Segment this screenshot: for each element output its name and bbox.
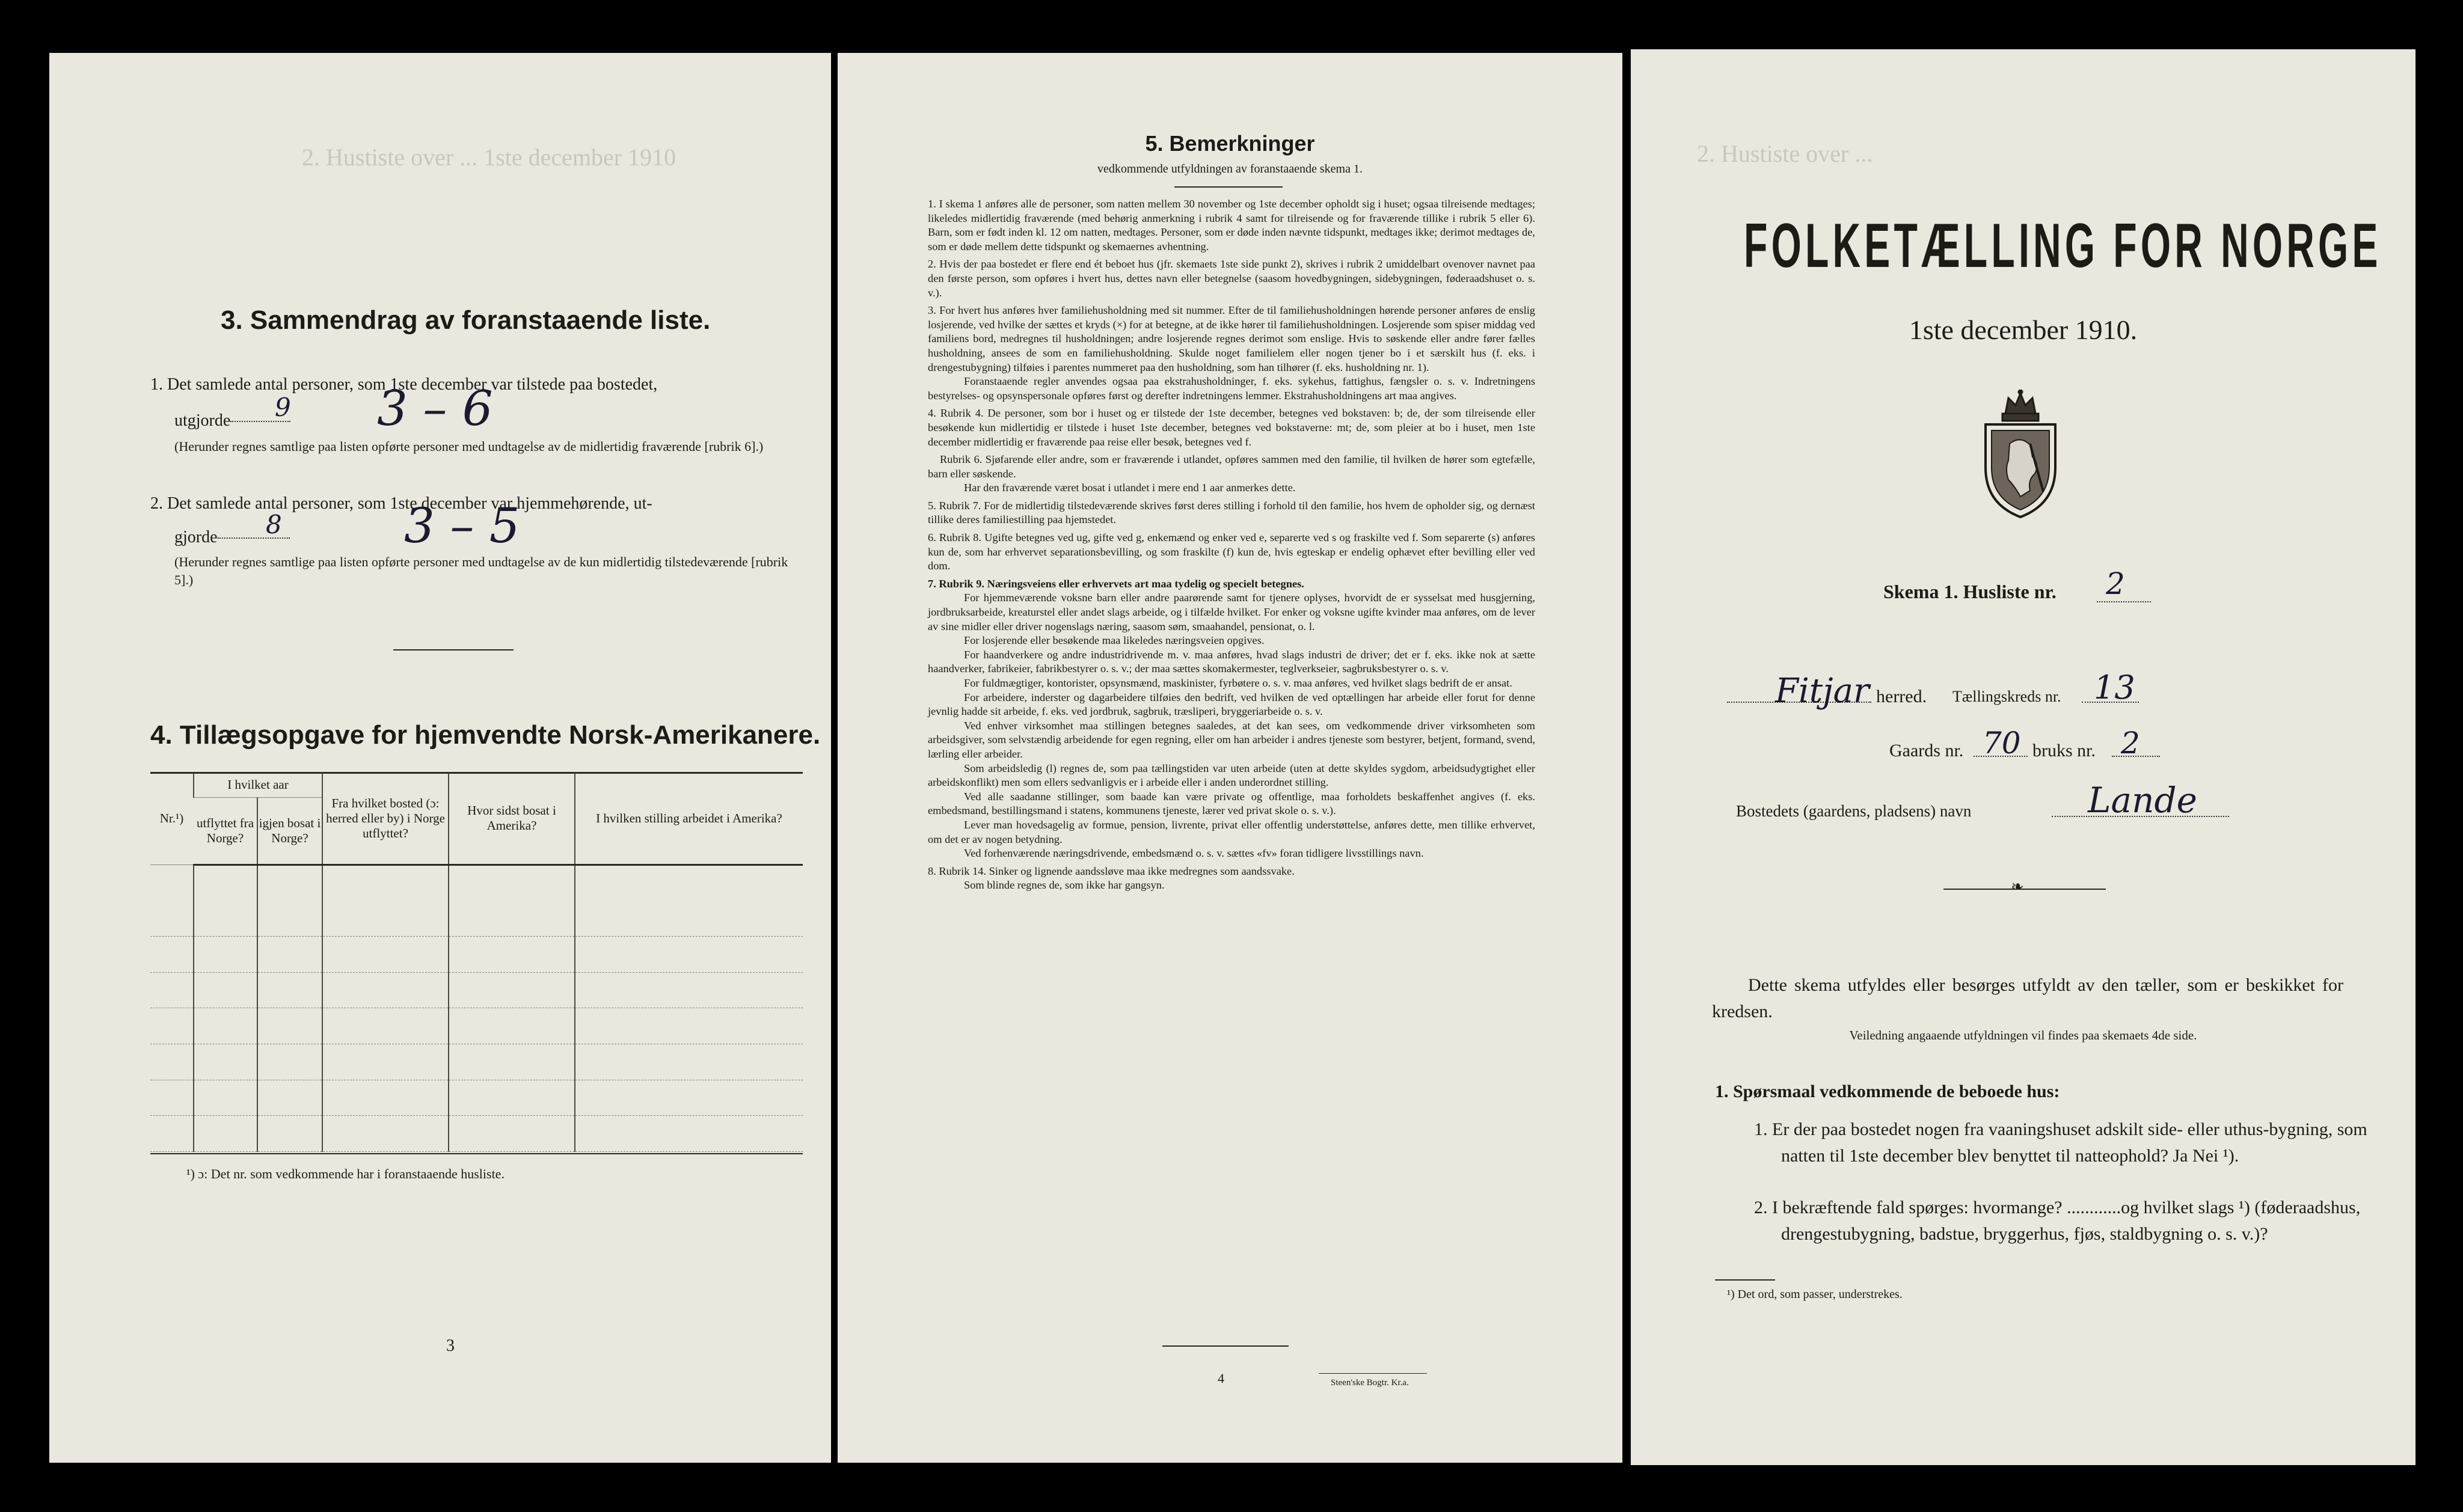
guidance-text: Veiledning angaaende utfyldningen vil findes paa skemaets 4de side. <box>1849 1028 2197 1042</box>
page-number: 3 <box>446 1336 455 1355</box>
kreds-value: 13 <box>2094 669 2135 706</box>
item2-annotation: 3 – 5 <box>404 498 520 554</box>
remark-7d: For fuldmægtiger, kontorister, opsynsmænd, maskinister, fyrbøtere o. s. v. maa anføres, ved hvilket slags bedrift de er ansat. <box>964 677 1512 689</box>
col-igjen: igjen bosat i Norge? <box>257 797 322 865</box>
remarks-body <box>928 197 1535 893</box>
divider <box>393 649 514 650</box>
q1-heading: 1. Spørsmaal vedkommende de beboede hus: <box>1715 1082 2060 1101</box>
coat-of-arms-icon <box>1972 390 2069 522</box>
q1-text: 1. Er der paa bostedet nogen fra vaaningshuset adskilt side- eller uthus-bygning, som natten til 1ste december blev benyttet til natteophold? Ja Nei ¹). <box>1754 1119 2367 1166</box>
section4-title: 4. Tillægsopgave for hjemvendte Norsk-Amerikanere. <box>150 720 821 750</box>
remark-8: 8. Rubrik 14. Sinker og lignende aandssløve maa ikke medregnes som aandssvake. <box>928 865 1295 877</box>
table-row <box>150 1044 803 1080</box>
remark-7c: For haandverkere og andre industridrivende m. v. maa anføres, hvad slags industri de driver; det er f. eks. ikke nok at sætte haandverker, fabrikeier, fabrikbestyrer o. s. v.; der maa sættes skomakermester, teglverkseier, sagbruksbestyrer o. s. v. <box>928 648 1535 675</box>
gaards-value: 70 <box>1983 726 2021 761</box>
item2-value: 8 <box>266 510 282 539</box>
skema-label: Skema 1. Husliste nr. <box>1883 581 2057 602</box>
section3-title: 3. Sammendrag av foranstaaende liste. <box>221 305 711 335</box>
herred-value: Fitjar <box>1775 672 1869 711</box>
bruks-label: bruks nr. <box>2032 741 2096 761</box>
divider <box>1162 1345 1289 1347</box>
divider <box>1715 1279 1775 1281</box>
page-number: 4 <box>1218 1371 1224 1386</box>
remark-3b: Foranstaaende regler anvendes ogsaa paa ekstrahusholdninger, f. eks. sykehus, fattighus, fængsler o. s. v. Indretningens bestyrelses- og opsynspersonale opføres først og derefter indretningens lemmer. Ekstrahusholdningens art maa angives. <box>928 375 1535 402</box>
kreds-label: Tællingskreds nr. <box>1952 688 2061 705</box>
remark-7b: For losjerende eller besøkende maa likeledes næringsveien opgives. <box>964 634 1265 647</box>
remark-7h: Ved alle saadanne stillinger, som baade kan være private og offentlige, maa forholdets beskaffenhet angives (f. eks. embedsmand, bestillingsmand i statens, kommunens tjeneste, lærer ved privat skole o. s. v.). <box>928 790 1535 817</box>
col-fra-bosted: Fra hvilket bosted (ɔ: herred eller by) i Norge utflyttet? <box>322 773 449 865</box>
remark-7: 7. Rubrik 9. Næringsveiens eller erhvervets art maa tydelig og specielt betegnes. <box>928 577 1304 590</box>
remark-6: 6. Rubrik 8. Ugifte betegnes ved ug, gifte ved g, enkemænd og enker ved e, separerte ved s og fraskilte ved f. Som separerte (s) anføres kun de, som har erhvervet separationsbevilling, og som fraskilte (f) kun de, hvis egteskap er endelig ophævet efter bevilling eller ved dom. <box>928 531 1535 572</box>
table-row <box>150 1116 803 1152</box>
ghost-heading: 2. Hustiste over ... <box>1697 140 1873 167</box>
col-group: I hvilket aar <box>194 773 322 797</box>
table-row <box>150 1080 803 1116</box>
remark-7e: For arbeidere, inderster og dagarbeidere tilføies den bedrift, ved hvilken de ved optællingen har arbeide eller forut for denne jevnlig hadde sit arbeide, f. eks. ved jordbruk, sagbruk, træsliperi, bryggeriarbeide o. s. v. <box>928 691 1535 718</box>
remark-8b: Som blinde regnes de, som ikke har gangsyn. <box>964 879 1165 892</box>
right-footnote: ¹) Det ord, som passer, understrekes. <box>1727 1288 1903 1301</box>
remark-5: 5. Rubrik 7. For de midlertidig tilstedeværende skrives først deres stilling i forhold til den familie, hos hvem de opholder sig, og dernæst tillike deres familiestilling paa hjemstedet. <box>928 499 1535 526</box>
intro-text: Dette skema utfyldes eller besørges utfyldt av den tæller, som er beskikket for kredsen. <box>1712 975 2343 1021</box>
remark-7a: For hjemmeværende voksne barn eller andre paarørende samt for tjenere oplyses, hvorvidt de er sysselsat med husgjerning, jordbruksarbeide, kreaturstel eller andet slags arbeide, og i tilfælde hvilket. For enker og voksne ugifte kvinder maa anføres, om de lever av sine midler eller driver nogenslags næring, saasom søm, smaahandel, pensionat, o. l. <box>928 592 1535 632</box>
remark-2: 2. Hvis der paa bostedet er flere end ét beboet hus (jfr. skemaets 1ste side punkt 2), skrives i rubrik 2 umiddelbart ovenover navnet paa den første person, som opføres i hvert hus, dettes navn eller betegnelse (saasom hovedbygningen, sidebygningen, føderaadshuset o. s. v.). <box>928 258 1535 299</box>
item2-note: (Herunder regnes samtlige paa listen opførte personer med undtagelse av de kun midlertidig tilstedeværende [rubrik 5].) <box>174 554 788 587</box>
bosted-label: Bostedets (gaardens, pladsens) navn <box>1736 802 1972 820</box>
divider <box>1174 186 1283 188</box>
left-page <box>49 53 831 1463</box>
table-row <box>150 972 803 1008</box>
divider <box>1319 1373 1427 1374</box>
item1-note: (Herunder regnes samtlige paa listen opførte personer med undtagelse av de midlertidig fraværende [rubrik 6].) <box>174 439 764 454</box>
table-bottom-rule <box>150 1153 803 1154</box>
table-row <box>150 865 803 936</box>
remark-4b: Rubrik 6. Sjøfarende eller andre, som er fraværende i utlandet, opføres sammen med den familie, til hvilken de hører som egtefælle, barn eller søskende. <box>928 453 1535 480</box>
gaards-label: Gaards nr. <box>1889 741 1964 761</box>
remark-7j: Ved forhenværende næringsdrivende, embedsmænd o. s. v. sættes «fv» foran tidligere livsstillings navn. <box>964 847 1424 860</box>
remark-3: 3. For hvert hus anføres hver familiehusholdning med sit nummer. Efter de til familiehusholdningen hørende personer anføres de enslig losjerende, ved hvilke der sættes et kryds (×) for at betegne, at de ikke hører til familiehusholdningen. Losjerende som spiser middag ved familiens bord, medregnes til husholdningen; andre losjerende regnes derimot som enslige. Hvis to søskende eller andre fører fælles husholdning, ansees de som en familiehusholdning. Skulde noget familielem eller nogen tjener bo i et særskilt hus (f. eks. i drengestubygning) tilføies i parentes nummeret paa den husholdning, som han tilhører (f. eks. husholdning nr. 1). <box>928 304 1535 373</box>
item1-value: 9 <box>275 393 291 422</box>
col-nr: Nr.¹) <box>150 773 194 865</box>
item1-annotation: 3 – 6 <box>377 381 493 436</box>
table-row <box>150 1008 803 1044</box>
remark-7g: Som arbeidsledig (l) regnes de, som paa tællingstiden var uten arbeide (uten at dette skyldes sygdom, arbeidsudygtighet eller arbeidskonflikt) men som ellers sedvanligvis er i arbeide eller i anden underordnet stilling. <box>928 762 1535 789</box>
census-title: FOLKETÆLLING FOR NORGE <box>1744 211 2382 281</box>
item2-gjorde: gjorde <box>174 528 218 546</box>
remark-7i: Lever man hovedsagelig av formue, pension, livrente, privat eller offentlig understøttelse, anføres dette, men tillike erhvervet, om det er av nogen betydning. <box>928 818 1535 845</box>
remarks-subtitle: vedkommende utfyldningen av foranstaaende skema 1. <box>1097 162 1363 176</box>
q2-text: 2. I bekræftende fald spørges: hvormange? ............og hvilket slags ¹) (føderaadshus, drengestubygning, badstue, bryggerhus, fjøs, staldbygning o. s. v.)? <box>1754 1198 2361 1244</box>
divider <box>1943 889 2106 890</box>
herred-label: herred. <box>1876 687 1927 706</box>
norsk-amerikanere-table <box>150 773 803 1152</box>
left-footnote: ¹) ɔ: Det nr. som vedkommende har i foranstaaende husliste. <box>186 1166 505 1181</box>
printer-imprint: Steen'ske Bogtr. Kr.a. <box>1331 1378 1409 1388</box>
remarks-title: 5. Bemerkninger <box>1145 131 1315 156</box>
census-date: 1ste december 1910. <box>1909 314 2138 345</box>
bosted-value: Lande <box>2088 780 2197 821</box>
remark-4c: Har den fraværende været bosat i utlandet i mere end 1 aar anmerkes dette. <box>964 482 1296 494</box>
col-stilling: I hvilken stilling arbeidet i Amerika? <box>575 773 803 865</box>
remark-7f: Ved enhver virksomhet maa stillingen betegnes saaledes, at det kan sees, om vedkommende driver virksomheten som arbeidsgiver, som selvstændig arbeidende for egen regning, eller om han arbeider i andres tjeneste som bestyrer, betjent, formand, svend, lærling eller arbeider. <box>928 719 1535 760</box>
bruks-value: 2 <box>2121 726 2140 761</box>
right-page <box>1631 49 2415 1465</box>
item2-text: 2. Det samlede antal personer, som 1ste december var hjemmehørende, ut- <box>150 494 652 513</box>
table-row <box>150 936 803 972</box>
item1-text: 1. Det samlede antal personer, som 1ste december var tilstede paa bostedet, <box>150 375 658 394</box>
ghost-heading: 2. Hustiste over ... 1ste december 1910 <box>302 144 676 171</box>
husliste-nr-value: 2 <box>2106 566 2125 601</box>
item1-utgjorde: utgjorde <box>174 411 231 430</box>
col-utflyttet: utflyttet fra Norge? <box>194 797 257 865</box>
skema-line <box>2097 601 2151 602</box>
remark-4: 4. Rubrik 4. De personer, som bor i huset og er tilstede der 1ste december, betegnes ved bokstaven: b; de, der som tilreisende eller besøkende kun midlertidig er tilstede i huset 1ste december, betegnes ved bokstaverne: mt; de, som pleier at bo i huset, men 1ste december midlertidig er fraværende paa reise eller besøk, betegnes ved f. <box>928 407 1535 448</box>
col-hvor-sidst: Hvor sidst bosat i Amerika? <box>449 773 575 865</box>
remark-1: 1. I skema 1 anføres alle de personer, som natten mellem 30 november og 1ste december opholdt sig i huset; ogsaa tilreisende medtages; likeledes midlertidig fraværende (med behørig anmerkning i rubrik 4 samt for tilreisende og for fraværende tillike i rubrik 5 eller 6). Barn, som er født inden kl. 12 om natten, medtages. Personer, som er døde inden nævnte tidspunkt, medtages ikke; derimot medtages de, som er døde mellem dette tidspunkt og skemaernes avhentning. <box>928 198 1535 253</box>
middle-page <box>838 53 1622 1463</box>
ornament-icon: ❧ <box>2011 878 2024 895</box>
